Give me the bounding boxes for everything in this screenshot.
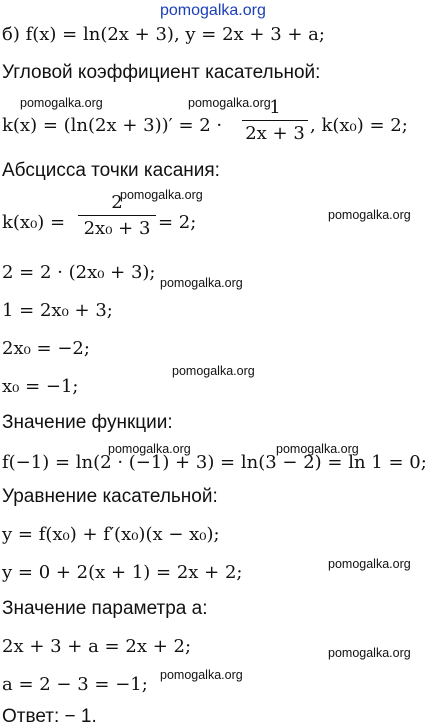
watermark: pomogalka.org [160, 276, 243, 290]
heading-function-value: Значение функции: [2, 412, 173, 433]
slope-equation-lhs: k(x₀) = [2, 212, 66, 233]
watermark: pomogalka.org [172, 364, 255, 378]
fraction-bar [242, 120, 308, 121]
heading-slope: Угловой коэффициент касательной: [2, 62, 321, 83]
parameter-result: a = 2 − 3 = −1; [2, 674, 148, 695]
derivative-line: k(x) = (ln(2x + 3))′ = 2 · [2, 115, 223, 136]
watermark: pomogalka.org [328, 557, 411, 571]
derivative-fraction [242, 97, 308, 144]
watermark: pomogalka.org [160, 668, 243, 682]
slope-fraction [78, 192, 156, 239]
tangent-general: y = f(x₀) + f′(x₀)(x − x₀); [2, 524, 220, 545]
problem-statement: б) f(x) = ln(2x + 3), y = 2x + 3 + a; [2, 24, 325, 45]
fraction-bar [78, 215, 156, 216]
watermark: pomogalka.org [120, 188, 203, 202]
equation-step: 2x₀ = −2; [2, 338, 90, 359]
watermark: pomogalka.org [20, 96, 103, 110]
answer: Ответ: − 1. [2, 706, 97, 727]
equation-step: x₀ = −1; [2, 376, 79, 397]
heading-tangent-equation: Уравнение касательной: [2, 486, 218, 507]
equation-step: 2 = 2 · (2x₀ + 3); [2, 262, 156, 283]
equation-step: 1 = 2x₀ + 3; [2, 300, 113, 321]
watermark: pomogalka.org [328, 208, 411, 222]
watermark: pomogalka.org [276, 442, 359, 456]
heading-parameter: Значение параметра a: [2, 598, 208, 619]
parameter-equation: 2x + 3 + a = 2x + 2; [2, 636, 192, 657]
watermark: pomogalka.org [108, 442, 191, 456]
watermark: pomogalka.org [328, 646, 411, 660]
derivative-tail: , k(x₀) = 2; [310, 115, 408, 136]
watermark-top: pomogalka.org [160, 2, 266, 19]
fraction-numerator: 1 [269, 97, 281, 118]
slope-equation-tail: = 2; [158, 212, 197, 233]
function-value-line: f(−1) = ln(2 · (−1) + 3) = ln(3 − 2) = ln 1 = 0; [2, 452, 427, 473]
fraction-numerator: 2 [111, 192, 123, 213]
fraction-denominator: 2x₀ + 3 [83, 218, 151, 240]
heading-abscissa: Абсцисса точки касания: [2, 160, 220, 181]
fraction-denominator: 2x + 3 [245, 123, 305, 145]
tangent-specific: y = 0 + 2(x + 1) = 2x + 2; [2, 562, 243, 583]
watermark: pomogalka.org [188, 96, 271, 110]
